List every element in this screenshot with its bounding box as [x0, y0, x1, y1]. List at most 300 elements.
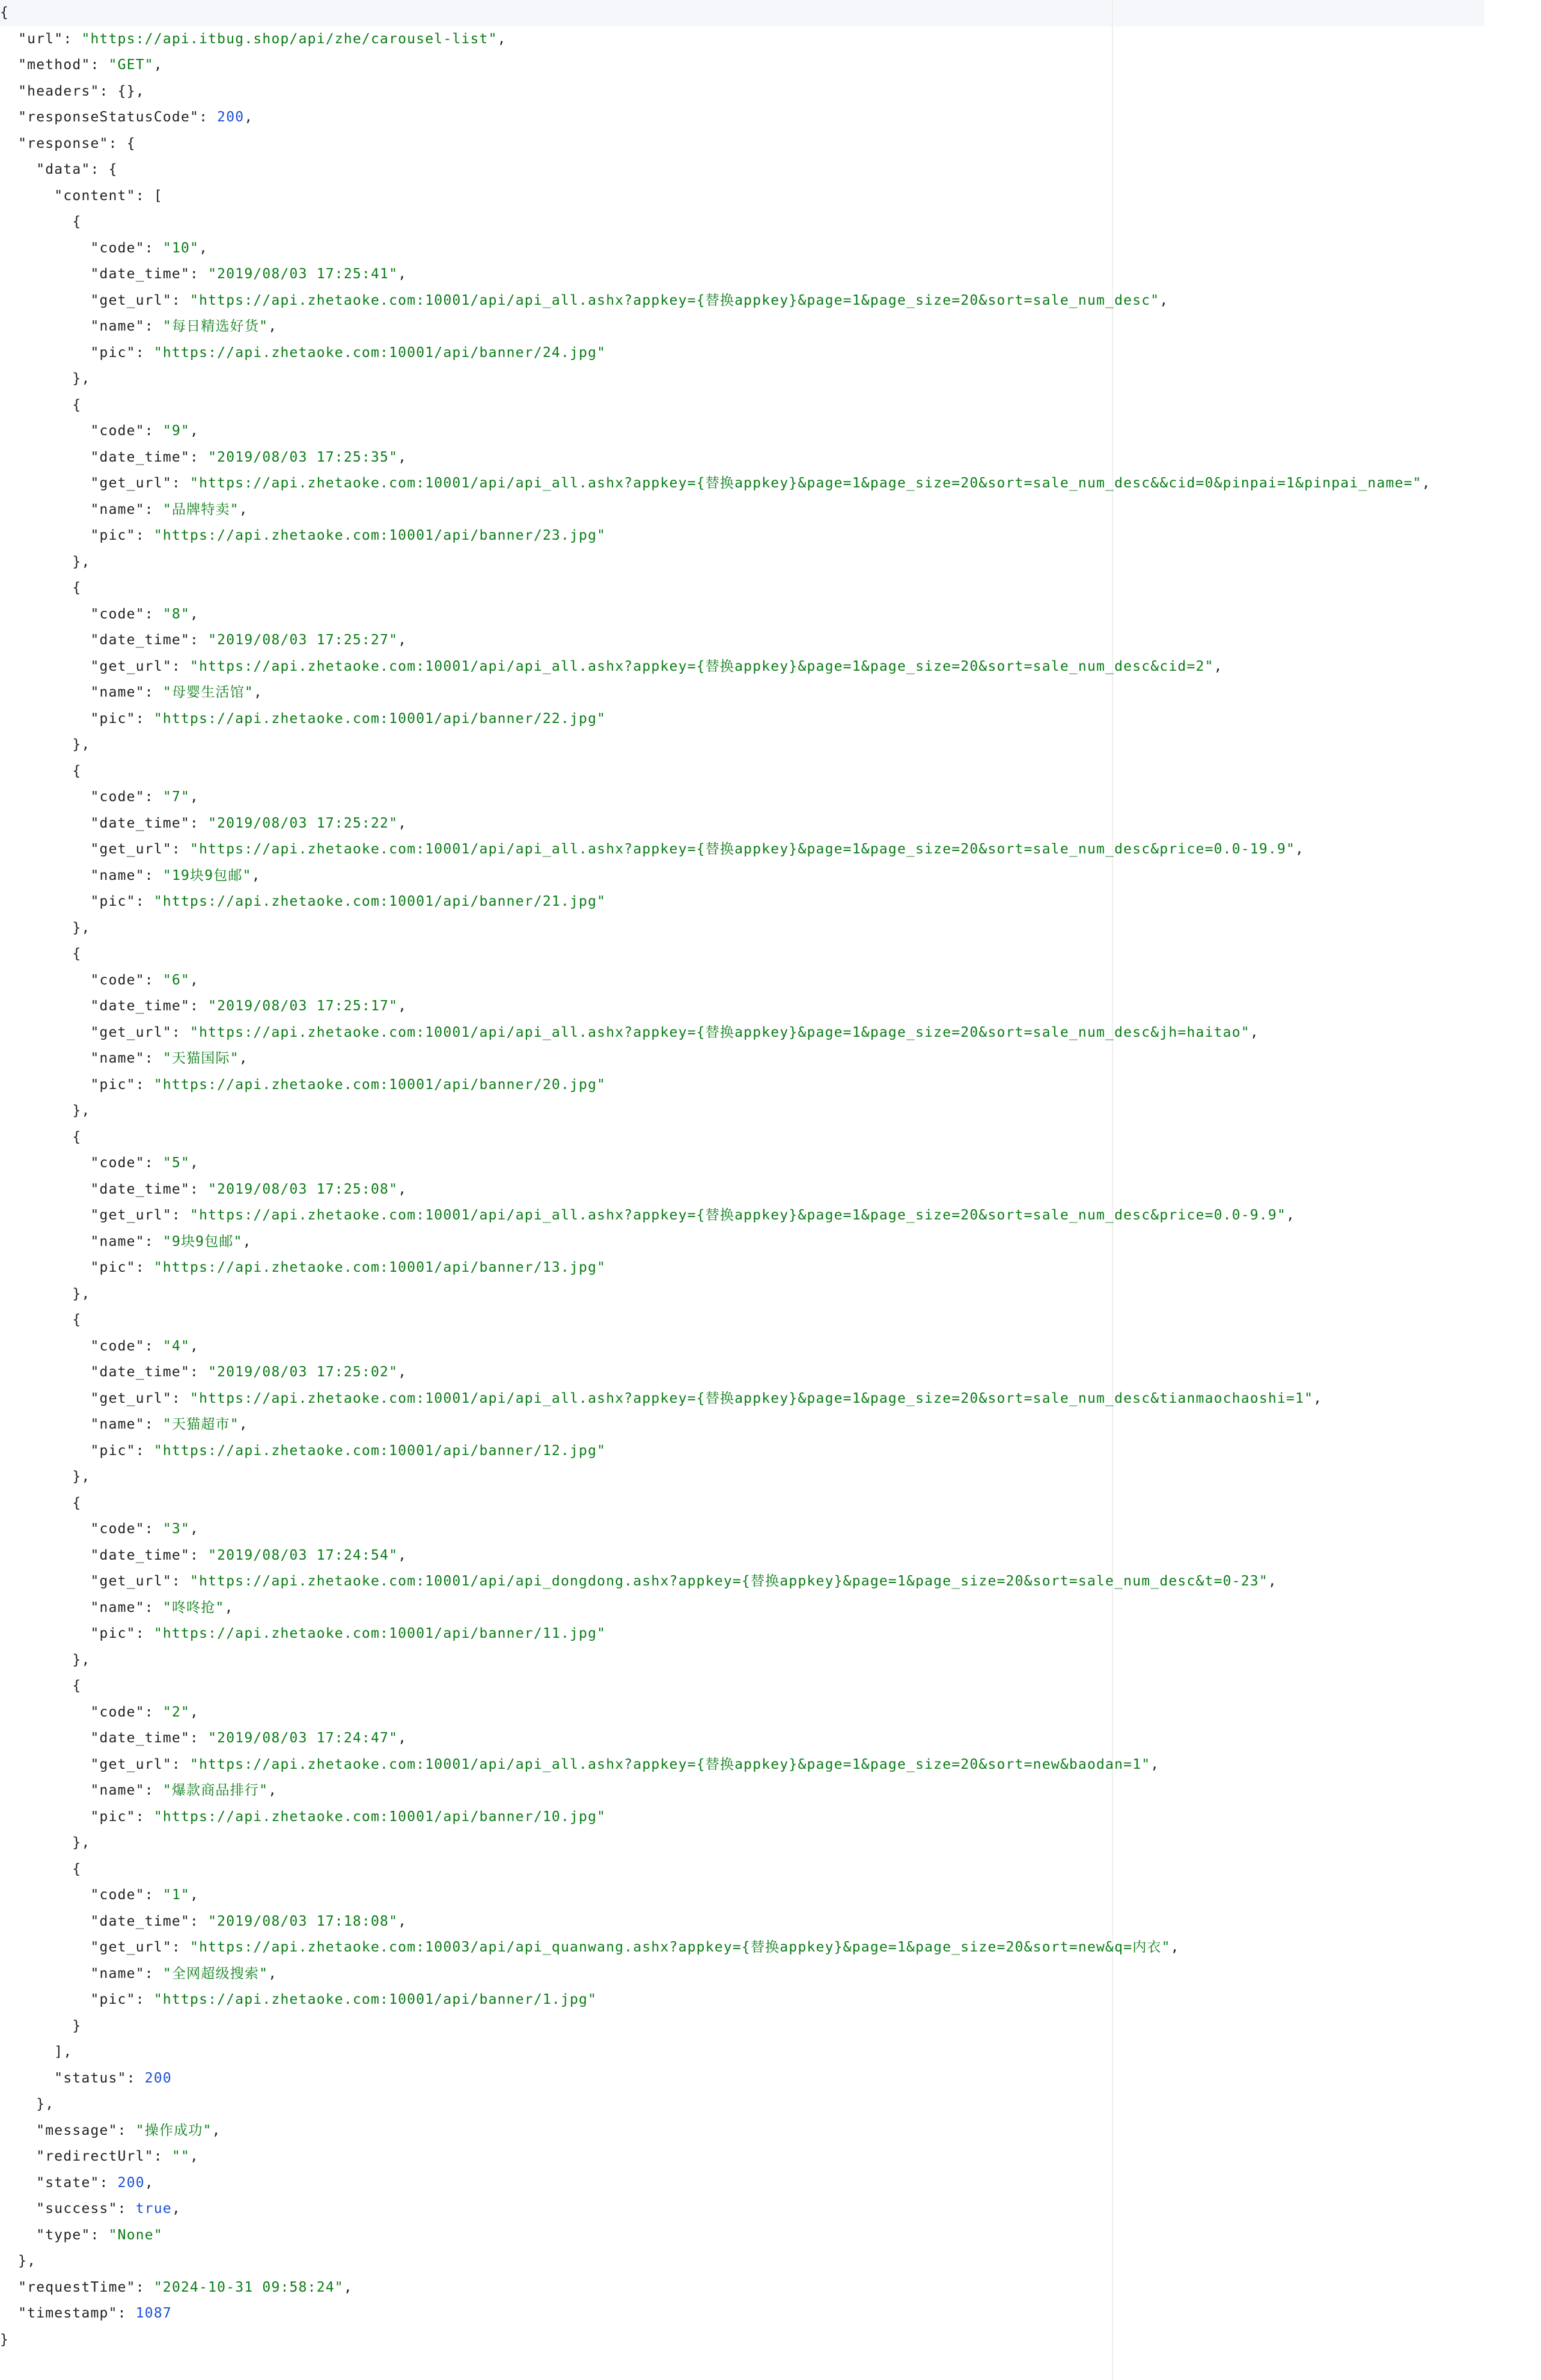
json-key: "get_url"	[90, 658, 172, 674]
json-punctuation: ,	[268, 1965, 278, 1982]
json-value-string: "https://api.zhetaoke.com:10001/api/api_dongdong.ashx?appkey={替换appkey}&page=1&page_size=20&sort=sale_num_desc&t=0-23"	[190, 1573, 1268, 1589]
json-punctuation: {},	[117, 83, 145, 99]
json-punctuation: ,	[1170, 1939, 1180, 1955]
json-line	[0, 2039, 1431, 2066]
json-value-string: "母婴生活馆"	[162, 685, 254, 700]
json-line: "code": "7",	[0, 784, 1431, 811]
json-key: "date_time"	[90, 1730, 191, 1746]
line-indent	[0, 2305, 18, 2321]
line-indent	[0, 1914, 90, 1929]
json-key: "get_url"	[90, 841, 172, 857]
json-line: "requestTime": "2024-10-31 09:58:24",	[0, 2275, 1431, 2301]
line-indent	[0, 1600, 90, 1616]
json-value-string: "2019/08/03 17:25:22"	[208, 815, 398, 831]
json-punctuation: ,	[212, 2122, 221, 2138]
line-indent	[0, 1652, 72, 1668]
line-indent	[0, 1025, 90, 1040]
json-key: "get_url"	[90, 475, 172, 491]
json-line: "code": "10",	[0, 236, 1431, 262]
json-value-string: "8"	[162, 606, 191, 622]
json-value-string: "天猫国际"	[162, 1051, 239, 1066]
json-value-string: "https://api.zhetaoke.com:10001/api/api_all.ashx?appkey={替换appkey}&page=1&page_size=20&sort=new&baodan=1"	[190, 1756, 1151, 1772]
json-punctuation: ,	[239, 1051, 248, 1066]
json-key: "date_time"	[90, 1547, 191, 1563]
json-punctuation: ,	[398, 1181, 407, 1197]
json-punctuation: },	[36, 2096, 55, 2112]
json-punctuation: },	[72, 920, 91, 936]
json-punctuation: ,	[1250, 1024, 1259, 1040]
json-punctuation: ,	[190, 1521, 200, 1537]
line-indent	[0, 946, 72, 962]
json-line: "pic": "https://api.zhetaoke.com:10001/api/banner/21.jpg"	[0, 889, 1431, 915]
line-indent	[0, 1757, 90, 1772]
json-punctuation: },	[72, 371, 91, 386]
json-key: "code"	[90, 789, 145, 805]
json-key: "name"	[90, 1417, 145, 1432]
json-punctuation: ,	[1421, 475, 1431, 491]
json-value-string: "9"	[162, 423, 191, 439]
line-indent	[0, 293, 90, 308]
json-punctuation: ,	[398, 998, 407, 1014]
json-line: "pic": "https://api.zhetaoke.com:10001/api/banner/1.jpg"	[0, 1987, 1431, 2013]
json-key: "date_time"	[90, 1181, 191, 1197]
line-indent	[0, 1260, 90, 1275]
line-indent	[0, 2123, 36, 2138]
json-punctuation: ,	[497, 31, 507, 47]
json-key: "get_url"	[90, 1390, 172, 1406]
json-line: "pic": "https://api.zhetaoke.com:10001/api/banner/11.jpg"	[0, 1621, 1431, 1647]
line-indent	[0, 1861, 72, 1877]
json-line: "url": "https://api.itbug.shop/api/zhe/carousel-list",	[0, 26, 1431, 53]
line-indent	[0, 319, 90, 334]
json-value-boolean: true	[135, 2201, 172, 2217]
json-value-string: "https://api.zhetaoke.com:10001/api/banner/20.jpg"	[153, 1076, 606, 1093]
json-line	[0, 1857, 1431, 1883]
json-key: "type"	[36, 2227, 91, 2243]
json-line: "response": {	[0, 131, 1431, 157]
json-line	[0, 549, 1431, 576]
json-value-string: "https://api.zhetaoke.com:10001/api/api_all.ashx?appkey={替换appkey}&page=1&page_size=20&sort=sale_num_desc&tianmaochaoshi=1"	[190, 1390, 1314, 1406]
json-line	[0, 1281, 1431, 1308]
line-indent	[0, 554, 72, 570]
json-punctuation: ,	[268, 319, 278, 334]
line-indent	[0, 868, 90, 883]
json-line	[0, 2327, 1431, 2354]
json-value-string: "9块9包邮"	[162, 1233, 243, 1250]
json-line: "code": "8",	[0, 602, 1431, 628]
json-key: "code"	[90, 1155, 145, 1171]
json-key: "redirectUrl"	[36, 2149, 154, 2164]
json-value-string: "爆款商品排行"	[162, 1783, 269, 1798]
line-indent	[0, 1939, 90, 1955]
line-indent	[0, 240, 90, 256]
json-key: "date_time"	[90, 449, 191, 465]
json-punctuation: [	[153, 188, 163, 204]
json-value-string: "2019/08/03 17:24:47"	[208, 1730, 398, 1746]
json-punctuation: },	[72, 737, 91, 752]
json-line: "date_time": "2019/08/03 17:25:22",	[0, 811, 1431, 837]
json-punctuation: ,	[190, 1338, 200, 1354]
line-indent	[0, 423, 90, 439]
json-value-string: "6"	[162, 972, 191, 988]
json-line: "name": "19块9包邮",	[0, 863, 1431, 889]
json-line: "name": "咚咚抢",	[0, 1595, 1431, 1622]
line-indent	[0, 1521, 90, 1537]
json-key: "headers"	[18, 83, 100, 99]
json-punctuation: ,	[268, 1783, 278, 1798]
json-key: "code"	[90, 606, 145, 622]
json-punctuation: {	[72, 1495, 82, 1511]
json-key: "success"	[36, 2201, 118, 2217]
json-punctuation: ,	[190, 1704, 200, 1720]
line-indent	[0, 214, 72, 230]
json-key: "get_url"	[90, 1024, 172, 1040]
json-punctuation: },	[72, 1835, 91, 1851]
line-indent	[0, 475, 90, 491]
json-punctuation: ,	[190, 606, 200, 622]
json-line: "code": "6",	[0, 968, 1431, 994]
json-key: "code"	[90, 1338, 145, 1354]
json-line: "responseStatusCode": 200,	[0, 105, 1431, 131]
json-line: "get_url": "https://api.zhetaoke.com:10001/api/api_all.ashx?appkey={替换appkey}&page=1&page_size=20&sort=sale_num_desc&cid=2",	[0, 654, 1431, 680]
line-indent	[0, 659, 90, 674]
line-indent	[0, 1182, 90, 1197]
json-key: "name"	[90, 1783, 145, 1798]
json-value-string: "1"	[162, 1887, 191, 1903]
json-line	[0, 1491, 1431, 1517]
json-key: "get_url"	[90, 1756, 172, 1772]
line-indent	[0, 1966, 90, 1982]
json-punctuation: ,	[190, 789, 200, 805]
json-value-string: "天猫超市"	[162, 1417, 239, 1432]
json-line: "redirectUrl": "",	[0, 2144, 1431, 2170]
json-key: "content"	[54, 188, 136, 204]
json-line	[0, 1830, 1431, 1857]
json-punctuation: ,	[398, 1547, 407, 1563]
json-value-string: "https://api.zhetaoke.com:10001/api/api_all.ashx?appkey={替换appkey}&page=1&page_size=20&sort=sale_num_desc&&cid=0&pinpai=1&pinpai_name="	[190, 475, 1422, 491]
json-punctuation: ,	[1295, 841, 1305, 857]
json-line	[0, 915, 1431, 942]
line-indent	[0, 345, 90, 361]
json-key: "pic"	[90, 1808, 136, 1825]
json-line: "pic": "https://api.zhetaoke.com:10001/api/banner/20.jpg"	[0, 1072, 1431, 1099]
line-indent	[0, 737, 72, 752]
line-indent	[0, 1103, 72, 1118]
json-key: "name"	[90, 501, 145, 517]
line-indent	[0, 162, 36, 177]
json-punctuation: ,	[398, 815, 407, 831]
json-punctuation: ,	[190, 1155, 200, 1171]
json-punctuation: ,	[171, 2201, 182, 2217]
json-punctuation: ,	[190, 972, 200, 988]
json-line: "date_time": "2019/08/03 17:25:27",	[0, 627, 1431, 654]
json-punctuation: ,	[239, 501, 248, 517]
line-indent	[0, 31, 18, 47]
json-value-string: "5"	[162, 1155, 191, 1171]
json-key: "pic"	[90, 1260, 136, 1275]
json-punctuation: },	[72, 554, 91, 570]
json-key: "date_time"	[90, 815, 191, 831]
line-indent	[0, 397, 72, 413]
json-punctuation: {	[72, 397, 82, 413]
json-punctuation: ,	[224, 1599, 234, 1616]
line-indent	[0, 1207, 90, 1223]
json-punctuation: },	[72, 1286, 91, 1302]
line-indent	[0, 1077, 90, 1093]
json-punctuation: {	[72, 580, 82, 596]
json-key: "pic"	[90, 710, 136, 727]
json-key: "code"	[90, 1521, 145, 1537]
line-indent	[0, 998, 90, 1014]
json-line: "code": "1",	[0, 1882, 1431, 1909]
json-line: "date_time": "2019/08/03 17:24:47",	[0, 1726, 1431, 1752]
json-key: "method"	[18, 57, 91, 73]
json-line: "get_url": "https://api.zhetaoke.com:10001/api/api_all.ashx?appkey={替换appkey}&page=1&page_size=20&sort=sale_num_desc",	[0, 288, 1431, 314]
json-key: "name"	[90, 1965, 145, 1982]
json-line	[0, 758, 1431, 785]
json-line: "date_time": "2019/08/03 17:18:08",	[0, 1909, 1431, 1935]
line-indent	[0, 1887, 90, 1903]
json-value-number: 200	[217, 109, 245, 125]
json-line: "code": "4",	[0, 1334, 1431, 1360]
json-value-string: "2019/08/03 17:25:08"	[208, 1181, 398, 1197]
line-indent	[0, 2280, 18, 2295]
json-line: "date_time": "2019/08/03 17:25:02",	[0, 1359, 1431, 1386]
json-punctuation: ,	[242, 1233, 252, 1250]
json-value-string: "https://api.itbug.shop/api/zhe/carousel-list"	[81, 31, 498, 47]
json-punctuation: },	[72, 1469, 91, 1484]
json-punctuation: ],	[54, 2044, 73, 2060]
json-punctuation: ,	[244, 109, 254, 125]
json-line: "date_time": "2019/08/03 17:25:41",	[0, 261, 1431, 288]
json-line: "name": "天猫国际",	[0, 1046, 1431, 1072]
json-line: "code": "2",	[0, 1700, 1431, 1726]
json-punctuation: ,	[1213, 658, 1223, 674]
json-punctuation: ,	[398, 1364, 407, 1380]
json-line: "date_time": "2019/08/03 17:25:35",	[0, 445, 1431, 471]
json-key: "pic"	[90, 528, 136, 543]
json-line	[0, 392, 1431, 419]
line-indent	[0, 1364, 90, 1380]
line-indent	[0, 711, 90, 727]
line-indent	[0, 57, 18, 73]
json-punctuation: {	[72, 763, 82, 779]
json-key: "pic"	[90, 1992, 136, 2007]
json-line	[0, 1673, 1431, 1700]
json-line: "content": [	[0, 183, 1431, 210]
json-punctuation: {	[72, 214, 82, 230]
line-indent	[0, 1992, 90, 2007]
line-indent	[0, 1338, 90, 1354]
json-punctuation: ,	[398, 1913, 407, 1929]
line-indent	[0, 1678, 72, 1694]
json-value-string: ""	[171, 2149, 191, 2164]
line-indent	[0, 1704, 90, 1720]
json-line: "success": true,	[0, 2196, 1431, 2223]
json-value-string: "3"	[162, 1521, 191, 1537]
json-value-string: "2019/08/03 17:25:35"	[208, 449, 398, 465]
json-line: "get_url": "https://api.zhetaoke.com:10001/api/api_all.ashx?appkey={替换appkey}&page=1&page_size=20&sort=new&baodan=1",	[0, 1752, 1431, 1778]
json-punctuation: ,	[398, 1730, 407, 1746]
line-indent	[0, 84, 18, 99]
json-line: "timestamp": 1087	[0, 2301, 1431, 2327]
json-punctuation: }	[0, 2331, 10, 2348]
json-punctuation: ,	[398, 449, 407, 465]
json-punctuation: ,	[254, 685, 263, 700]
line-indent	[0, 136, 18, 151]
json-value-string: "每日精选好货"	[162, 319, 269, 334]
json-line	[0, 0, 1431, 26]
json-key: "status"	[54, 2070, 127, 2086]
json-line: "method": "GET",	[0, 52, 1431, 79]
json-value-number: 200	[117, 2174, 145, 2191]
json-line: "get_url": "https://api.zhetaoke.com:10001/api/api_all.ashx?appkey={替换appkey}&page=1&page_size=20&sort=sale_num_desc&jh=haitao",	[0, 1020, 1431, 1046]
json-value-number: 1087	[135, 2305, 172, 2321]
json-key: "date_time"	[90, 1913, 191, 1929]
line-indent	[0, 1573, 90, 1589]
json-punctuation: {	[0, 5, 10, 20]
json-line: "code": "5",	[0, 1150, 1431, 1177]
json-key: "timestamp"	[18, 2305, 118, 2321]
json-value-string: "品牌特卖"	[162, 501, 239, 517]
json-key: "get_url"	[90, 292, 172, 308]
json-key: "pic"	[90, 894, 136, 909]
json-key: "name"	[90, 319, 145, 334]
json-punctuation: {	[72, 1312, 82, 1328]
line-indent	[0, 2044, 54, 2060]
json-value-string: "7"	[162, 789, 191, 805]
line-indent	[0, 266, 90, 282]
json-line	[0, 1464, 1431, 1491]
json-key: "get_url"	[90, 1207, 172, 1223]
json-key: "name"	[90, 1051, 145, 1066]
json-punctuation: {	[72, 1129, 82, 1145]
json-punctuation: ,	[343, 2279, 353, 2295]
line-indent	[0, 2096, 36, 2112]
json-line: "status": 200	[0, 2066, 1431, 2092]
line-indent	[0, 188, 54, 204]
json-key: "get_url"	[90, 1573, 172, 1589]
json-key: "pic"	[90, 1076, 136, 1093]
line-indent	[0, 2201, 36, 2217]
json-line: "get_url": "https://api.zhetaoke.com:10001/api/api_dongdong.ashx?appkey={替换appkey}&page=1&page_size=20&sort=sale_num_desc&t=0-23",	[0, 1569, 1431, 1595]
json-key: "state"	[36, 2174, 100, 2191]
json-punctuation: {	[108, 162, 118, 177]
json-key: "code"	[90, 423, 145, 439]
json-key: "code"	[90, 240, 145, 256]
line-indent	[0, 920, 72, 936]
json-value-string: "操作成功"	[135, 2122, 212, 2138]
json-key: "message"	[36, 2122, 118, 2138]
json-punctuation: ,	[190, 1887, 200, 1903]
json-value-string: "https://api.zhetaoke.com:10001/api/banner/10.jpg"	[153, 1808, 606, 1825]
json-punctuation: ,	[398, 632, 407, 648]
line-indent	[0, 632, 90, 648]
json-value-string: "19块9包邮"	[162, 867, 252, 883]
line-indent	[0, 816, 90, 831]
json-line: "pic": "https://api.zhetaoke.com:10001/api/banner/13.jpg"	[0, 1255, 1431, 1281]
json-value-string: "2019/08/03 17:25:17"	[208, 998, 398, 1014]
line-indent	[0, 685, 90, 700]
json-line: "name": "天猫超市",	[0, 1412, 1431, 1438]
json-line: "get_url": "https://api.zhetaoke.com:10003/api/api_quanwang.ashx?appkey={替换appkey}&page=1&page_size=20&sort=new&q=内衣",	[0, 1935, 1431, 1961]
json-line: "name": "爆款商品排行",	[0, 1778, 1431, 1804]
json-line	[0, 575, 1431, 602]
json-value-string: "https://api.zhetaoke.com:10001/api/banner/13.jpg"	[153, 1260, 606, 1275]
json-punctuation: },	[72, 1652, 91, 1668]
json-key: "code"	[90, 1887, 145, 1903]
json-line	[0, 2248, 1431, 2275]
json-value-string: "https://api.zhetaoke.com:10001/api/banner/11.jpg"	[153, 1626, 606, 1641]
json-line	[0, 209, 1431, 236]
json-key: "date_time"	[90, 266, 191, 282]
json-line: "date_time": "2019/08/03 17:25:08",	[0, 1177, 1431, 1203]
json-punctuation: ,	[190, 423, 200, 439]
json-value-string: "https://api.zhetaoke.com:10001/api/api_all.ashx?appkey={替换appkey}&page=1&page_size=20&sort=sale_num_desc&jh=haitao"	[190, 1024, 1250, 1040]
json-key: "pic"	[90, 1442, 136, 1459]
json-value-string: "2019/08/03 17:25:41"	[208, 266, 398, 282]
json-line: "type": "None"	[0, 2223, 1431, 2249]
json-line	[0, 732, 1431, 758]
line-indent	[0, 1626, 90, 1641]
line-indent	[0, 1548, 90, 1563]
line-indent	[0, 1051, 90, 1066]
json-punctuation: },	[72, 1103, 91, 1118]
json-key: "date_time"	[90, 632, 191, 648]
json-punctuation: ,	[199, 240, 209, 256]
line-indent	[0, 1234, 90, 1250]
json-value-string: "https://api.zhetaoke.com:10003/api/api_quanwang.ashx?appkey={替换appkey}&page=1&page_size=20&sort=new&q=内衣"	[190, 1939, 1171, 1955]
json-punctuation: ,	[251, 867, 261, 883]
json-value-string: "全网超级搜索"	[162, 1965, 269, 1982]
line-indent	[0, 1495, 72, 1511]
line-indent	[0, 1129, 72, 1145]
line-indent	[0, 1835, 72, 1851]
line-indent	[0, 789, 90, 805]
json-value-string: "2024-10-31 09:58:24"	[153, 2279, 344, 2295]
line-indent	[0, 450, 90, 465]
line-indent	[0, 109, 18, 125]
line-indent	[0, 1312, 72, 1328]
json-line: "get_url": "https://api.zhetaoke.com:10001/api/api_all.ashx?appkey={替换appkey}&page=1&page_size=20&sort=sale_num_desc&tianmaochaoshi=1",	[0, 1386, 1431, 1412]
json-value-string: "2019/08/03 17:25:27"	[208, 632, 398, 648]
line-indent	[0, 1155, 90, 1171]
json-key: "pic"	[90, 344, 136, 361]
json-value-string: "GET"	[108, 57, 154, 73]
line-indent	[0, 1443, 90, 1459]
json-value-string: "https://api.zhetaoke.com:10001/api/banner/23.jpg"	[153, 528, 606, 543]
json-line	[0, 2013, 1431, 2040]
json-punctuation: ,	[144, 2174, 154, 2191]
json-line: "pic": "https://api.zhetaoke.com:10001/api/banner/23.jpg"	[0, 523, 1431, 549]
json-line: "pic": "https://api.zhetaoke.com:10001/api/banner/24.jpg"	[0, 340, 1431, 367]
json-value-string: "2019/08/03 17:24:54"	[208, 1547, 398, 1563]
json-line: "message": "操作成功",	[0, 2118, 1431, 2144]
json-line	[0, 1647, 1431, 1674]
json-line: "get_url": "https://api.zhetaoke.com:10001/api/api_all.ashx?appkey={替换appkey}&page=1&page_size=20&sort=sale_num_desc&price=0.0-9.9",	[0, 1203, 1431, 1229]
json-value-string: "https://api.zhetaoke.com:10001/api/banner/22.jpg"	[153, 710, 606, 727]
json-value-string: "https://api.zhetaoke.com:10001/api/banner/1.jpg"	[153, 1992, 597, 2007]
json-punctuation: }	[72, 2018, 82, 2034]
json-value-string: "https://api.zhetaoke.com:10001/api/banner/24.jpg"	[153, 344, 606, 361]
json-key: "date_time"	[90, 998, 191, 1014]
json-line: "get_url": "https://api.zhetaoke.com:10001/api/api_all.ashx?appkey={替换appkey}&page=1&page_size=20&sort=sale_num_desc&&cid=0&pinpai=1&pinpai_name=",	[0, 471, 1431, 497]
json-value-string: "10"	[162, 240, 200, 256]
json-punctuation: ,	[1150, 1756, 1160, 1772]
json-value-string: "2019/08/03 17:18:08"	[208, 1913, 398, 1929]
json-line	[0, 1098, 1431, 1124]
json-key: "code"	[90, 1704, 145, 1720]
